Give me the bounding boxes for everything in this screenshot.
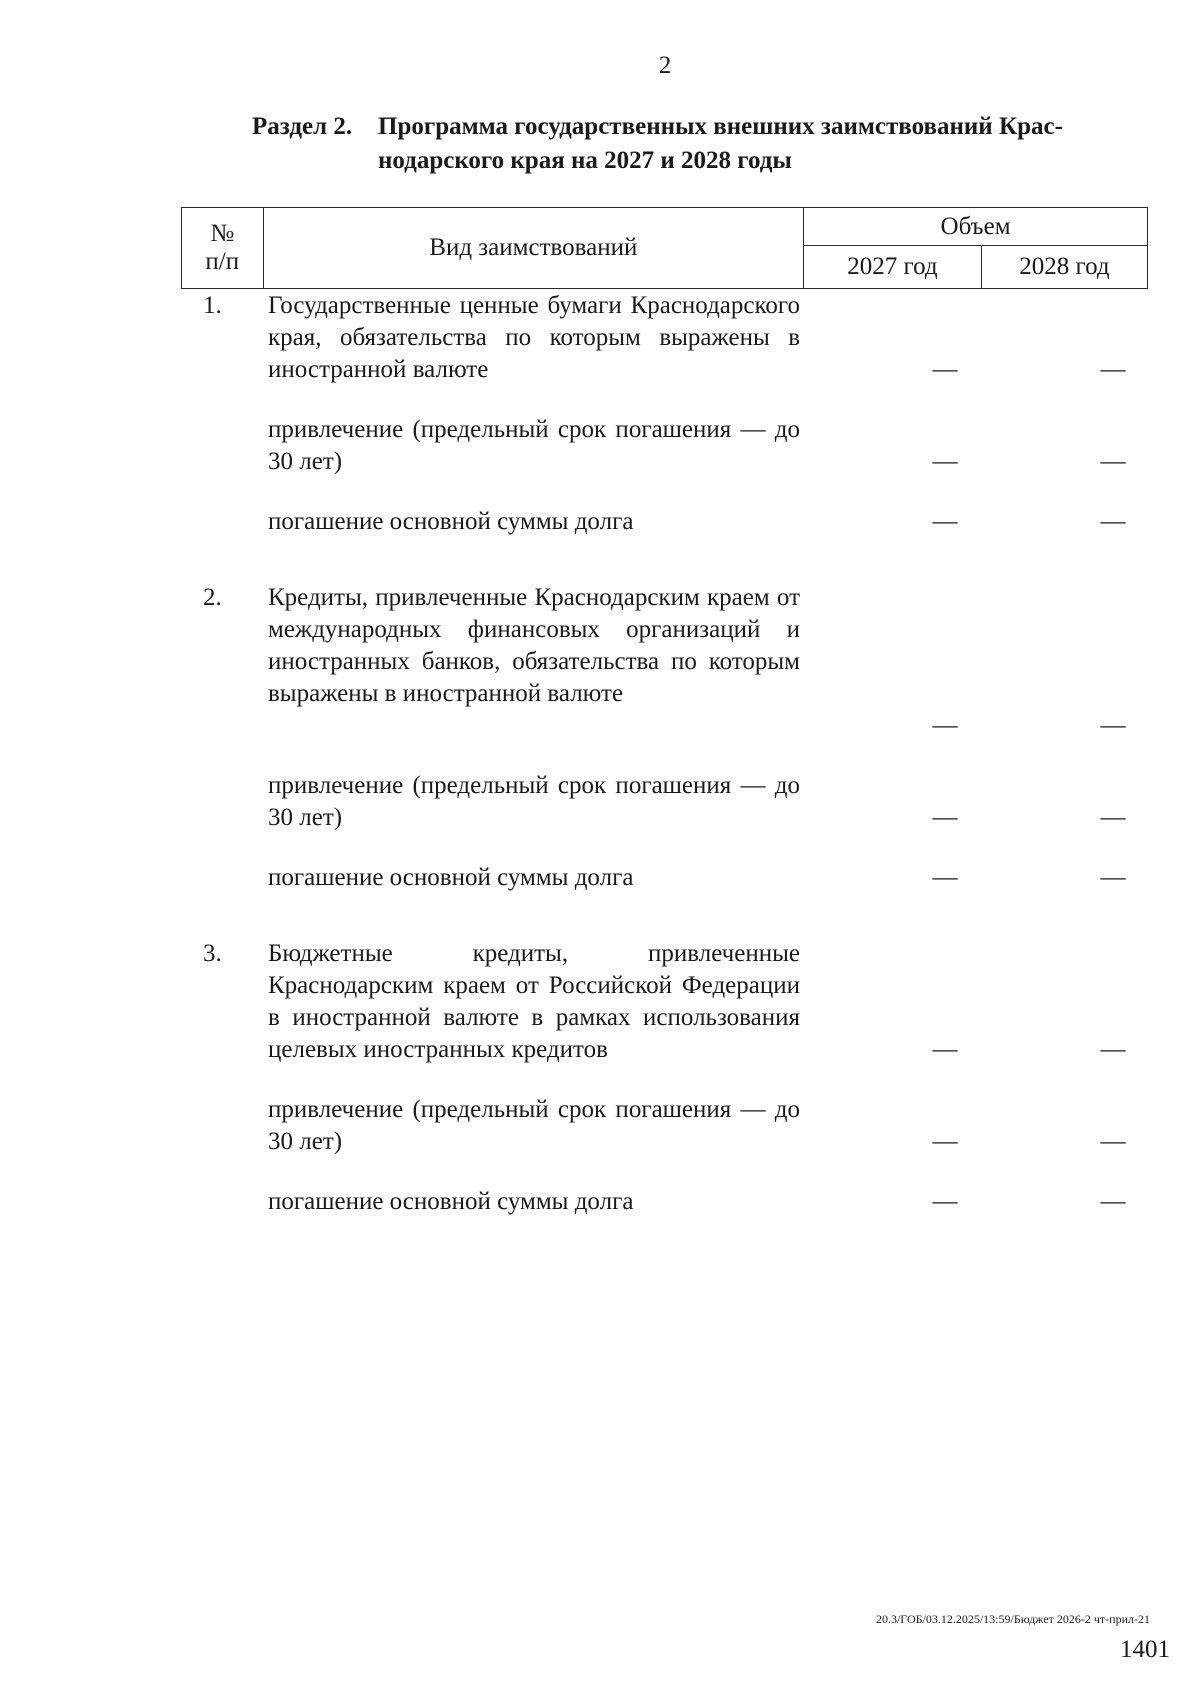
row-number: 1.	[203, 292, 222, 319]
row-text: Бюджетные кредиты, привлеченные Краснодарским краем от Российской Федерации в иностранной валюте в рамках использования целевых иностранных кредитов	[268, 940, 800, 1063]
row-value-2027: —	[932, 1188, 958, 1215]
section-title-line1: Программа государственных внешних заимствований Крас-	[378, 113, 1063, 140]
header-num-line1: №	[210, 220, 235, 247]
row-value-2027: —	[932, 864, 958, 891]
row-value-2028: —	[1100, 712, 1126, 739]
section-heading-line1	[252, 110, 1152, 144]
row-text: погашение основной суммы долга	[268, 1188, 634, 1215]
row-value-2027: —	[932, 1036, 958, 1063]
row-value-2028: —	[1100, 1188, 1126, 1215]
row-value-2028: —	[1100, 864, 1126, 891]
page-number: 2	[658, 52, 672, 79]
header-year-2028: 2028 год	[981, 246, 1147, 289]
row-value-2027: —	[932, 1128, 958, 1155]
row-text: Кредиты, привлеченные Краснодарским краем от международных финансовых организаций и иностранных банков, обязательства по которым выражены в иностранной валюте	[268, 584, 800, 707]
header-num-cell	[182, 208, 264, 289]
row-value-2028: —	[1100, 508, 1126, 535]
sheet-number: 1401	[1120, 1636, 1170, 1663]
row-text: привлечение (предельный срок погашения — до 30 лет)	[268, 416, 800, 475]
row-text: привлечение (предельный срок погашения — до 30 лет)	[268, 1096, 800, 1155]
row-number: 3.	[203, 940, 222, 967]
row-text: Государственные ценные бумаги Краснодарского края, обязательства по которым выражены в иностранной валюте	[268, 292, 800, 383]
header-num-line2: п/п	[205, 248, 240, 275]
row-value-2027: —	[932, 804, 958, 831]
row-value-2027: —	[932, 508, 958, 535]
header-volume-cell: Объем	[804, 208, 1148, 246]
row-value-2028: —	[1100, 356, 1126, 383]
row-text: привлечение (предельный срок погашения — до 30 лет)	[268, 772, 800, 831]
row-text: погашение основной суммы долга	[268, 508, 634, 535]
section-heading	[252, 110, 1152, 178]
row-value-2027: —	[932, 712, 958, 739]
section-prefix: Раздел 2.	[252, 113, 353, 140]
row-value-2028: —	[1100, 1036, 1126, 1063]
row-value-2028: —	[1100, 1128, 1126, 1155]
row-value-2028: —	[1100, 448, 1126, 475]
section-title-line2: нодарского края на 2027 и 2028 годы	[378, 147, 792, 174]
header-year-2027: 2027 год	[804, 246, 982, 289]
row-number: 2.	[203, 584, 222, 611]
header-kind-cell: Вид заимствований	[263, 208, 803, 289]
row-value-2028: —	[1100, 804, 1126, 831]
document-code: 20.3/ГОБ/03.12.2025/13:59/Бюджет 2026-2 чт-прил-21	[875, 1612, 1150, 1626]
row-value-2027: —	[932, 356, 958, 383]
table-header	[181, 207, 1148, 289]
row-value-2027: —	[932, 448, 958, 475]
row-text: погашение основной суммы долга	[268, 864, 634, 891]
